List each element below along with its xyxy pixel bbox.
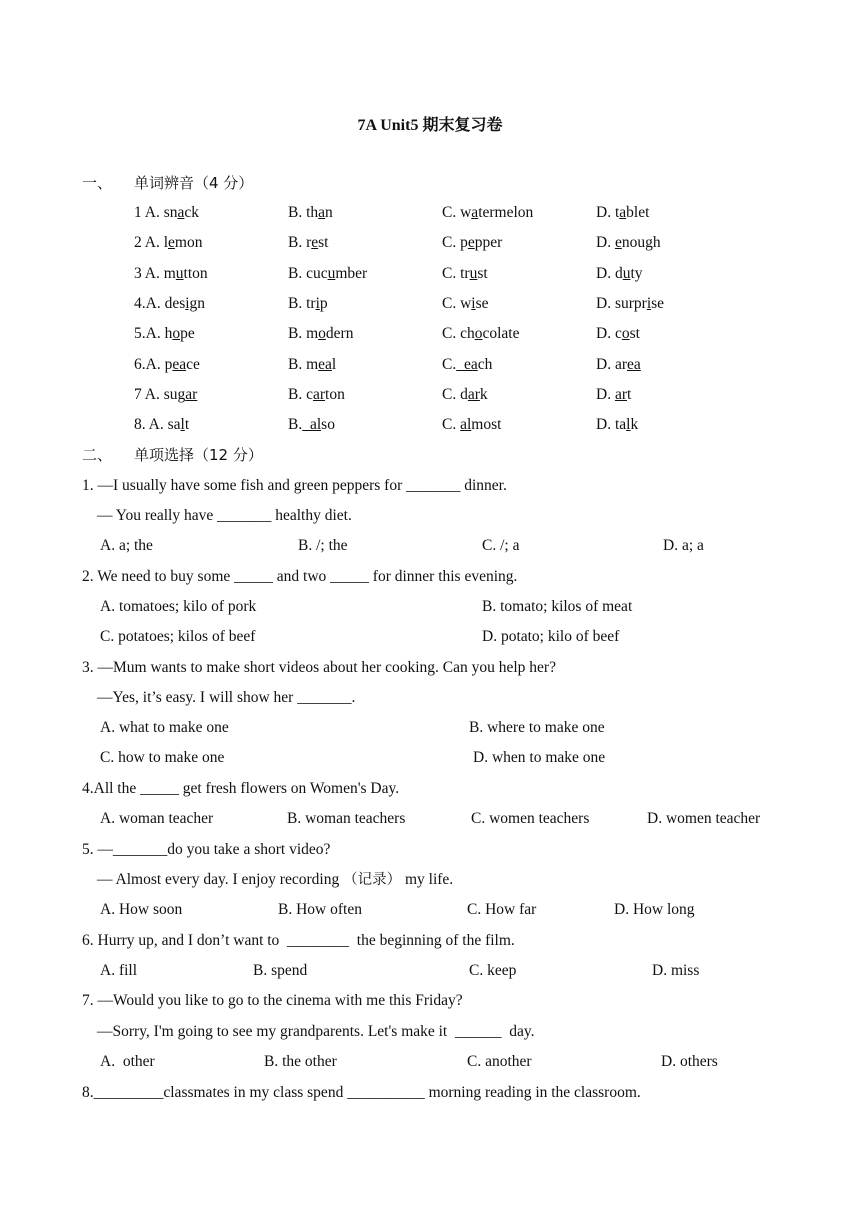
pron-text: so — [321, 416, 335, 433]
pron-text: C. tr — [442, 265, 470, 282]
question-2-option-b: B. tomato; kilos of meat — [482, 598, 633, 615]
pron-text: C. d — [442, 386, 468, 403]
pron-text: 2 A. l — [134, 234, 169, 251]
question-3-stem: 3. —Mum wants to make short videos about her cooking. Can you help her? — [82, 659, 556, 676]
pron-underlined-letters: u — [469, 265, 478, 282]
pron-item — [288, 385, 345, 405]
pron-text: B. tr — [288, 295, 316, 312]
pron-underlined-letters: ar — [614, 386, 627, 403]
pron-text: 6.A. p — [134, 356, 173, 373]
question-1-reply: — You really have _______ healthy diet. — [97, 507, 352, 524]
pron-text: D. ta — [596, 416, 627, 433]
question-4-option-a: A. woman teacher — [100, 810, 214, 827]
pron-item — [596, 203, 649, 223]
pron-text: D. — [596, 234, 615, 251]
pron-underlined-letters: a — [177, 204, 185, 221]
pron-underlined-letters: ar — [185, 386, 198, 403]
pron-text: C. — [442, 416, 461, 433]
pron-underlined-letters: ig — [185, 295, 198, 312]
pron-text: 8. A. sa — [134, 416, 181, 433]
question-4-stem: 4.All the _____ get fresh flowers on Women's Day. — [82, 780, 400, 797]
question-2-option-a: A. tomatoes; kilo of pork — [100, 598, 257, 615]
pron-underlined-letters: o — [172, 325, 181, 342]
pron-text: ce — [186, 356, 200, 373]
pron-underlined-letters: u — [622, 265, 631, 282]
pron-text: B. — [288, 416, 303, 433]
pron-text: se — [475, 295, 489, 312]
question-4-option-d: D. women teacher — [647, 810, 761, 827]
pron-text: ck — [184, 204, 200, 221]
pron-text: termelon — [478, 204, 534, 221]
pron-text: D. d — [596, 265, 623, 282]
question-1-stem: 1. —I usually have some fish and green peppers for _______ dinner. — [82, 477, 507, 494]
pron-item — [288, 415, 335, 435]
pron-underlined-letters: a — [318, 204, 326, 221]
pron-item — [288, 233, 328, 253]
pron-item — [288, 294, 328, 314]
pron-text: colate — [482, 325, 520, 342]
pron-underlined-letters: e — [311, 234, 319, 251]
question-8-stem: 8._________classmates in my class spend __________ morning reading in the classroom. — [82, 1084, 641, 1101]
pron-item — [596, 415, 638, 435]
question-2-option-d: D. potato; kilo of beef — [482, 628, 620, 645]
pron-item — [134, 415, 189, 435]
question-2-stem: 2. We need to buy some _____ and two _____ for dinner this evening. — [82, 568, 518, 585]
pron-underlined-letters: e — [614, 234, 622, 251]
pron-text: n — [325, 204, 333, 221]
question-7-option-d: D. others — [661, 1053, 718, 1070]
pron-underlined-letters: ea — [627, 356, 641, 373]
pron-text: ty — [630, 265, 643, 282]
question-3-option-b: B. where to make one — [469, 719, 605, 736]
pron-text: C. p — [442, 234, 468, 251]
pron-underlined-letters: u — [327, 265, 336, 282]
pron-underlined-letters: ea — [172, 356, 187, 373]
pron-item — [442, 264, 488, 284]
pron-text: st — [318, 234, 329, 251]
pron-item — [134, 385, 197, 405]
pron-item — [442, 294, 489, 314]
question-7-option-a: A. other — [100, 1053, 155, 1070]
pron-text: B. m — [288, 325, 319, 342]
question-7-reply: —Sorry, I'm going to see my grandparents. Let's make it ______ day. — [97, 1023, 535, 1040]
section-1-heading: 单词辨音（4 分） — [134, 174, 254, 192]
pron-underlined-letters: ea — [318, 356, 332, 373]
question-5-stem: 5. —_______do you take a short video? — [82, 841, 331, 858]
pron-text: B. m — [288, 356, 319, 373]
pron-underlined-letters: i — [471, 295, 476, 312]
pron-text: t — [627, 386, 632, 403]
pron-text: st — [629, 325, 640, 342]
pron-item — [134, 264, 208, 284]
pron-underlined-letters: ar — [312, 386, 326, 403]
pron-text: pper — [474, 234, 503, 251]
section-1-number: 一、 — [82, 174, 113, 192]
pron-text: ton — [325, 386, 345, 403]
pron-text: mon — [174, 234, 203, 251]
pron-item — [596, 355, 641, 375]
question-1-option-c: C. /; a — [482, 537, 520, 554]
page-title: 7A Unit5 期末复习卷 — [357, 117, 503, 134]
pron-item — [442, 415, 501, 435]
pron-underlined-letters: al — [302, 416, 322, 433]
pron-text: B. r — [288, 234, 312, 251]
pron-text: mber — [335, 265, 368, 282]
pron-item — [596, 264, 643, 284]
question-6-option-a: A. fill — [100, 962, 138, 979]
question-1-option-b: B. /; the — [298, 537, 348, 554]
pron-text: D. — [596, 386, 615, 403]
pron-underlined-letters: al — [460, 416, 472, 433]
pron-text: ch — [477, 356, 493, 373]
question-4-option-b: B. woman teachers — [287, 810, 406, 827]
pron-underlined-letters: o — [474, 325, 483, 342]
pron-text: C. w — [442, 204, 472, 221]
pron-item — [134, 203, 199, 223]
pron-underlined-letters: o — [621, 325, 630, 342]
question-4-option-c: C. women teachers — [471, 810, 590, 827]
question-1-option-d: D. a; a — [663, 537, 704, 554]
pron-text: B. cuc — [288, 265, 328, 282]
question-6-option-c: C. keep — [469, 962, 517, 979]
pron-text: 4.A. des — [134, 295, 186, 312]
pron-underlined-letters: u — [175, 265, 184, 282]
pron-underlined-letters: l — [180, 416, 185, 433]
question-1-option-a: A. a; the — [100, 537, 153, 554]
question-5-option-a: A. How soon — [100, 901, 183, 918]
section-2-number: 二、 — [82, 446, 113, 464]
pron-item — [596, 233, 661, 253]
pron-text: C. ch — [442, 325, 475, 342]
question-5-option-c: C. How far — [467, 901, 537, 918]
pron-underlined-letters: i — [315, 295, 320, 312]
pron-item — [596, 294, 664, 314]
pron-item — [596, 324, 640, 344]
pron-text: D. ar — [596, 356, 627, 373]
pron-item — [442, 233, 502, 253]
question-5-chinese-note: （记录） — [343, 872, 402, 888]
pron-text: se — [651, 295, 665, 312]
question-7-option-c: C. another — [467, 1053, 532, 1070]
pron-text: C. w — [442, 295, 472, 312]
pron-text: st — [477, 265, 488, 282]
pron-text: pe — [180, 325, 195, 342]
pron-underlined-letters: e — [168, 234, 175, 251]
pron-text: 7 A. sug — [134, 386, 186, 403]
pron-item — [596, 385, 631, 405]
pron-item — [288, 324, 353, 344]
pron-text: blet — [626, 204, 650, 221]
pron-text: tton — [183, 265, 208, 282]
question-5-option-d: D. How long — [614, 901, 695, 918]
question-6-stem: 6. Hurry up, and I don’t want to ________ the beginning of the film. — [82, 932, 515, 949]
question-3-option-a: A. what to make one — [100, 719, 229, 736]
pron-text: nough — [621, 234, 661, 251]
pron-text: l — [331, 356, 337, 373]
pron-text: most — [471, 416, 502, 433]
pron-item — [442, 324, 519, 344]
question-5-reply-end: my life. — [401, 871, 454, 888]
pron-text: n — [197, 295, 206, 312]
question-3-option-d: D. when to make one — [473, 749, 606, 766]
pron-item — [442, 203, 533, 223]
pron-text: D. t — [596, 204, 620, 221]
question-7-stem: 7. —Would you like to go to the cinema with me this Friday? — [82, 992, 463, 1009]
pron-underlined-letters: l — [626, 416, 631, 433]
question-6-option-d: D. miss — [652, 962, 700, 979]
pron-text: C. — [442, 356, 457, 373]
pron-text: p — [319, 295, 328, 312]
pron-item — [134, 233, 202, 253]
pron-item — [288, 203, 333, 223]
pron-text: 3 A. m — [134, 265, 176, 282]
question-5-option-b: B. How often — [278, 901, 362, 918]
question-2-option-c: C. potatoes; kilos of beef — [100, 628, 256, 645]
pron-text: k — [479, 386, 488, 403]
question-7-option-b: B. the other — [264, 1053, 337, 1070]
question-5-reply — [97, 870, 453, 890]
question-3-reply: —Yes, it’s easy. I will show her _______. — [97, 689, 356, 706]
pron-underlined-letters: a — [471, 204, 479, 221]
pron-underlined-letters: a — [619, 204, 627, 221]
question-5-reply-start: — Almost every day. I enjoy recording — [97, 871, 344, 888]
pron-text: dern — [325, 325, 354, 342]
pron-text: t — [184, 416, 190, 433]
pron-text: B. c — [288, 386, 313, 403]
question-3-option-c: C. how to make one — [100, 749, 225, 766]
pron-text: B. th — [288, 204, 319, 221]
pron-underlined-letters: i — [646, 295, 652, 312]
pron-item — [134, 355, 200, 375]
pron-text: D. surpr — [596, 295, 647, 312]
pron-text: D. c — [596, 325, 622, 342]
pron-item — [134, 324, 195, 344]
pron-item — [442, 355, 492, 375]
question-6-option-b: B. spend — [253, 962, 308, 979]
pron-text: 1 A. sn — [134, 204, 178, 221]
pron-underlined-letters: ar — [467, 386, 480, 403]
pron-item — [134, 294, 205, 314]
pron-item — [288, 355, 336, 375]
section-2-heading: 单项选择（12 分） — [134, 446, 263, 464]
pron-underlined-letters: e — [467, 234, 475, 251]
pron-text: k — [630, 416, 639, 433]
pron-item — [288, 264, 367, 284]
pron-underlined-letters: ea — [456, 356, 478, 373]
pron-underlined-letters: o — [318, 325, 326, 342]
pron-item — [442, 385, 488, 405]
pron-text: 5.A. h — [134, 325, 173, 342]
